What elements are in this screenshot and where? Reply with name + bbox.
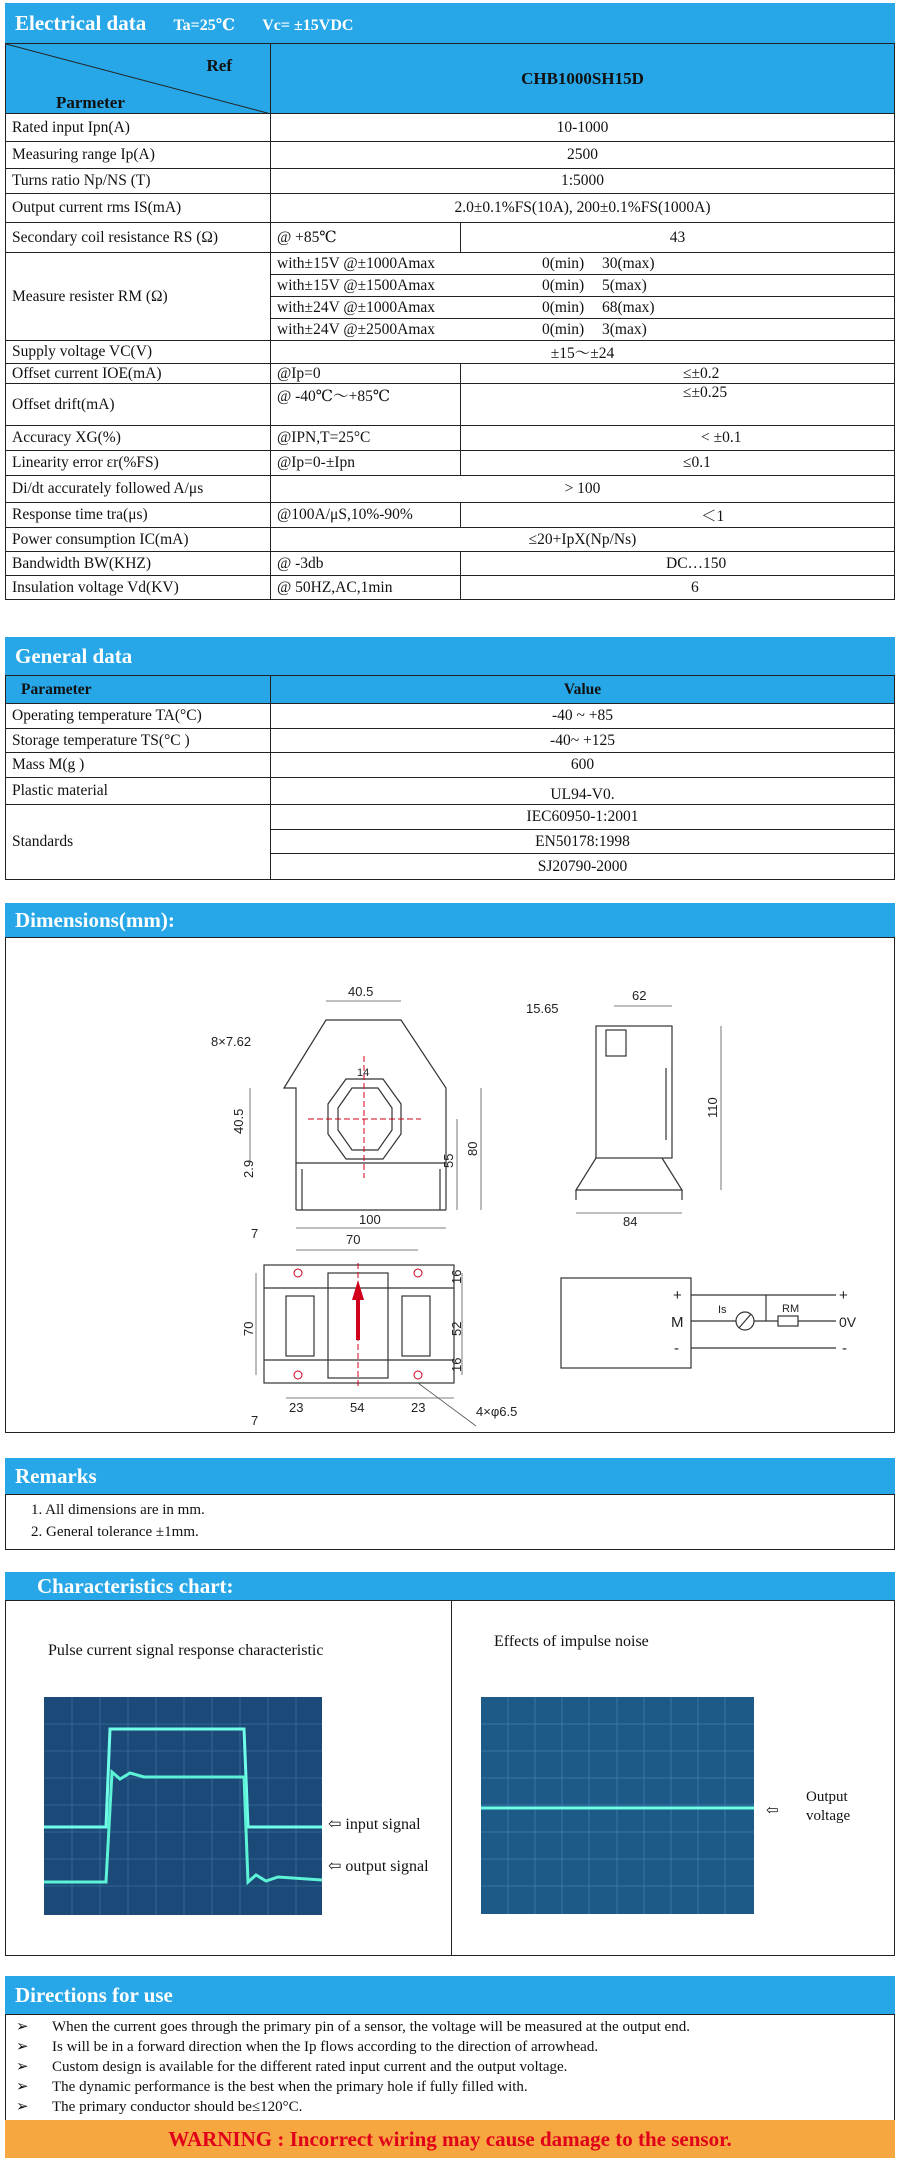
param-cell: Insulation voltage Vd(KV) — [6, 576, 271, 600]
param-cell: Supply voltage VC(V) — [6, 341, 271, 364]
dimensions-header — [5, 903, 895, 937]
value-cell: 10-1000 — [271, 114, 895, 142]
dim-label: 62 — [632, 988, 647, 1003]
cond-cell: @Ip=0-±Ipn — [271, 451, 461, 476]
model-cell: CHB1000SH15D — [271, 44, 895, 114]
left-chart-caption: Pulse current signal response characteristic — [48, 1642, 324, 1659]
param-cell: Mass M(g ) — [6, 753, 271, 778]
param-cell: Measure resister RM (Ω) — [6, 253, 271, 341]
value-cell: ＜1 — [461, 503, 895, 528]
electrical-head-row — [6, 44, 895, 114]
condition-ta: Ta=25℃ — [173, 17, 235, 34]
cond-cell: @ +85℃ — [271, 223, 461, 253]
direction-item: ➢ The dynamic performance is the best when the primary hole if fully filled with. — [16, 2079, 528, 2095]
output-signal-label: ⇦ output signal — [328, 1858, 429, 1875]
circuit-label: RM — [782, 1303, 800, 1315]
param-cell: Output current rms IS(mA) — [6, 194, 271, 223]
dim-label: 110 — [705, 1097, 720, 1118]
dim-label: 7 — [251, 1226, 259, 1241]
dim-label: 54 — [350, 1400, 365, 1415]
col-parameter: Parameter — [6, 676, 271, 704]
col-value: Value — [271, 676, 895, 704]
cond-cell: @100A/μS,10%-90% — [271, 503, 461, 528]
dim-label: 14 — [357, 1067, 370, 1079]
param-cell: Rated input Ipn(A) — [6, 114, 271, 142]
dim-label: 40.5 — [348, 984, 374, 999]
dim-label: 4×φ6.5 — [476, 1404, 518, 1419]
rm-line: with±24V @±1000Amax 0(min) 68(max) — [271, 297, 894, 319]
value-cell: UL94-V0. — [271, 778, 895, 805]
standards-label: Standards — [6, 805, 271, 880]
circuit-label: - — [674, 1340, 679, 1357]
rm-line: with±15V @±1000Amax 0(min) 30(max) — [271, 253, 894, 275]
direction-item: ➢ When the current goes through the primary pin of a sensor, the voltage will be measured at the output end. — [16, 2019, 690, 2035]
dim-label: 70 — [241, 1321, 256, 1336]
output-voltage-arrow: ⇦ — [766, 1803, 779, 1819]
param-cell: Secondary coil resistance RS (Ω) — [6, 223, 271, 253]
direction-item: ➢ Is will be in a forward direction when the Ip flows according to the direction of arrowhead. — [16, 2039, 599, 2055]
dim-label: 16 — [449, 1357, 464, 1372]
dim-label: 55 — [441, 1153, 456, 1168]
cond-cell: @ 50HZ,AC,1min — [271, 576, 461, 600]
remarks-box — [5, 1494, 895, 1550]
circuit-label: 0V — [839, 1314, 857, 1330]
standard-item: EN50178:1998 — [271, 830, 895, 854]
value-cell: 1:5000 — [271, 169, 895, 194]
dim-label: 40.5 — [231, 1108, 246, 1134]
impulse-noise-scope — [481, 1697, 754, 1914]
chart-divider — [451, 1601, 452, 1955]
param-cell: Accuracy XG(%) — [6, 426, 271, 451]
right-chart-caption: Effects of impulse noise — [494, 1633, 649, 1650]
electrical-title: Electrical data — [15, 11, 147, 35]
remarks-title: Remarks — [15, 1464, 97, 1488]
param-cell: Offset current IOE(mA) — [6, 364, 271, 384]
dim-label: 84 — [623, 1214, 638, 1229]
directions-title: Directions for use — [15, 1983, 173, 2007]
value-cell: DC…150 — [461, 552, 895, 576]
rm-row — [6, 253, 895, 341]
dim-label: 70 — [346, 1232, 361, 1247]
cond-cell: @ -40℃～+85℃ — [271, 384, 461, 426]
directions-header — [5, 1976, 895, 2014]
ref-param-cell — [6, 44, 271, 114]
cond-cell: @IPN,T=25°C — [271, 426, 461, 451]
diagonal-divider — [6, 44, 271, 114]
dim-label: 23 — [289, 1400, 304, 1415]
remark-item: 2. General tolerance ±1mm. — [31, 1524, 199, 1540]
general-table — [5, 675, 895, 880]
value-cell: ≤±0.25 — [461, 384, 895, 426]
dim-label: 7 — [251, 1413, 259, 1428]
param-cell: Response time tra(μs) — [6, 503, 271, 528]
general-title: General data — [15, 644, 133, 668]
pulse-response-scope — [44, 1697, 322, 1915]
circuit-label: + — [673, 1287, 682, 1304]
dim-label: 16 — [449, 1269, 464, 1284]
dim-label: 8×7.62 — [211, 1034, 252, 1049]
electrical-table — [5, 43, 895, 600]
cond-cell: @ -3db — [271, 552, 461, 576]
warning-banner: WARNING : Incorrect wiring may cause damage to the sensor. — [5, 2120, 895, 2158]
dim-label: 52 — [449, 1321, 464, 1336]
dim-label: 80 — [465, 1141, 480, 1156]
output-voltage-label-2: voltage — [806, 1808, 851, 1824]
value-cell: -40 ~ +85 — [271, 704, 895, 729]
rm-line: with±15V @±1500Amax 0(min) 5(max) — [271, 275, 894, 297]
param-cell: Di/dt accurately followed A/μs — [6, 476, 271, 503]
direction-item: ➢ The primary conductor should be≤120°C. — [16, 2099, 303, 2115]
circuit-label: + — [839, 1287, 848, 1304]
directions-list — [5, 2014, 895, 2120]
param-cell: Storage temperature TS(°C ) — [6, 729, 271, 753]
ref-label: Ref — [206, 56, 232, 75]
electrical-data-header — [5, 3, 895, 43]
param-label: Parmeter — [56, 93, 125, 112]
circuit-label: M — [671, 1314, 684, 1331]
dim-label: 100 — [359, 1212, 381, 1227]
characteristics-header — [5, 1572, 895, 1600]
characteristics-box — [5, 1600, 895, 1956]
standard-item: SJ20790-2000 — [271, 854, 895, 880]
param-cell: Turns ratio Np/NS (T) — [6, 169, 271, 194]
value-cell: ≤0.1 — [461, 451, 895, 476]
value-cell: 6 — [461, 576, 895, 600]
value-cell: ±15～±24 — [271, 341, 895, 364]
value-cell: > 100 — [271, 476, 895, 503]
general-data-header — [5, 637, 895, 675]
param-cell: Operating temperature TA(°C) — [6, 704, 271, 729]
param-cell: Offset drift(mA) — [6, 384, 271, 426]
rm-lines — [271, 253, 895, 341]
param-cell: Measuring range Ip(A) — [6, 142, 271, 169]
param-cell: Linearity error εr(%FS) — [6, 451, 271, 476]
circuit-label: - — [842, 1340, 847, 1357]
output-voltage-label-1: Output — [806, 1789, 848, 1805]
dim-label: 23 — [411, 1400, 426, 1415]
characteristics-title: Characteristics chart: — [37, 1574, 234, 1598]
value-cell: 2500 — [271, 142, 895, 169]
direction-item: ➢ Custom design is available for the different rated input current and the output voltage. — [16, 2059, 568, 2075]
value-cell: 43 — [461, 223, 895, 253]
cond-cell: @Ip=0 — [271, 364, 461, 384]
param-cell: Power consumption IC(mA) — [6, 528, 271, 552]
value-cell: ≤20+IpX(Np/Ns) — [271, 528, 895, 552]
standard-item: IEC60950-1:2001 — [271, 805, 895, 830]
front-view-outline — [284, 1020, 446, 1163]
value-cell: < ±0.1 — [461, 426, 895, 451]
rm-line: with±24V @±2500Amax 0(min) 3(max) — [277, 321, 647, 338]
value-cell: -40~ +125 — [271, 729, 895, 753]
param-cell: Bandwidth BW(KHZ) — [6, 552, 271, 576]
value-cell: 2.0±0.1%FS(10A), 200±0.1%FS(1000A) — [271, 194, 895, 223]
value-cell: ≤±0.2 — [461, 364, 895, 384]
param-cell: Plastic material — [6, 778, 271, 805]
circuit-label: Is — [718, 1304, 727, 1316]
condition-vc: Vc= ±15VDC — [262, 17, 354, 34]
input-signal-label: ⇦ input signal — [328, 1816, 421, 1833]
dimensions-drawing-box — [5, 937, 895, 1433]
value-cell: 600 — [271, 753, 895, 778]
remark-item: 1. All dimensions are in mm. — [31, 1502, 205, 1518]
remarks-header — [5, 1458, 895, 1494]
dimension-drawing — [6, 938, 894, 1432]
dim-label: 2.9 — [241, 1159, 256, 1178]
dim-label: 15.65 — [526, 1001, 559, 1016]
dimensions-title: Dimensions(mm): — [15, 908, 175, 932]
